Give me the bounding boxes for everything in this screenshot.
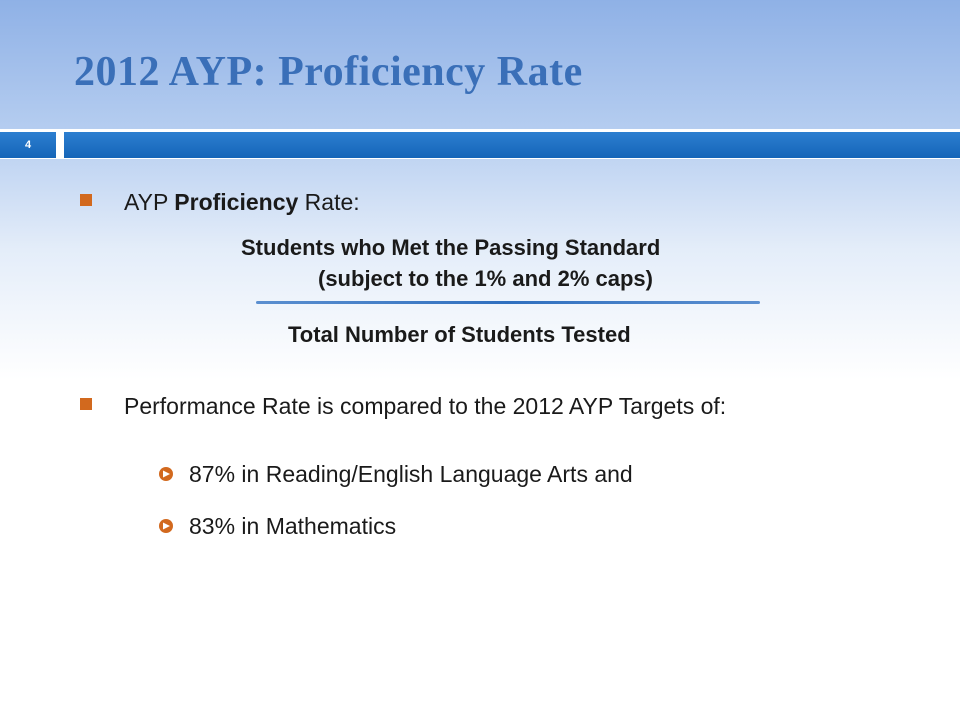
fraction-denominator: Total Number of Students Tested (288, 322, 631, 347)
bullet-1-suffix: Rate: (298, 189, 360, 215)
fraction-line (256, 301, 760, 304)
sub-item-reading: 87% in Reading/English Language Arts and (189, 461, 633, 487)
slide-number: 4 (0, 132, 56, 158)
bullet-2-text: Performance Rate is compared to the 2012 AYP Targets of: (124, 393, 727, 419)
bullet-marker (80, 194, 92, 206)
sub-bullet-icon (158, 466, 174, 482)
slide-title: 2012 AYP: Proficiency Rate (74, 49, 583, 95)
bullet-1-emphasis: Proficiency (174, 189, 299, 215)
sub-bullet-icon (158, 518, 174, 534)
fraction-numerator-line2: (subject to the 1% and 2% caps) (318, 266, 653, 291)
header-bar (64, 132, 960, 158)
bullet-1-text (124, 189, 360, 216)
bullet-marker (80, 398, 92, 410)
sub-item-math: 83% in Mathematics (189, 513, 397, 539)
bullet-1-prefix: AYP (124, 189, 175, 215)
fraction-numerator-line1: Students who Met the Passing Standard (241, 235, 661, 260)
